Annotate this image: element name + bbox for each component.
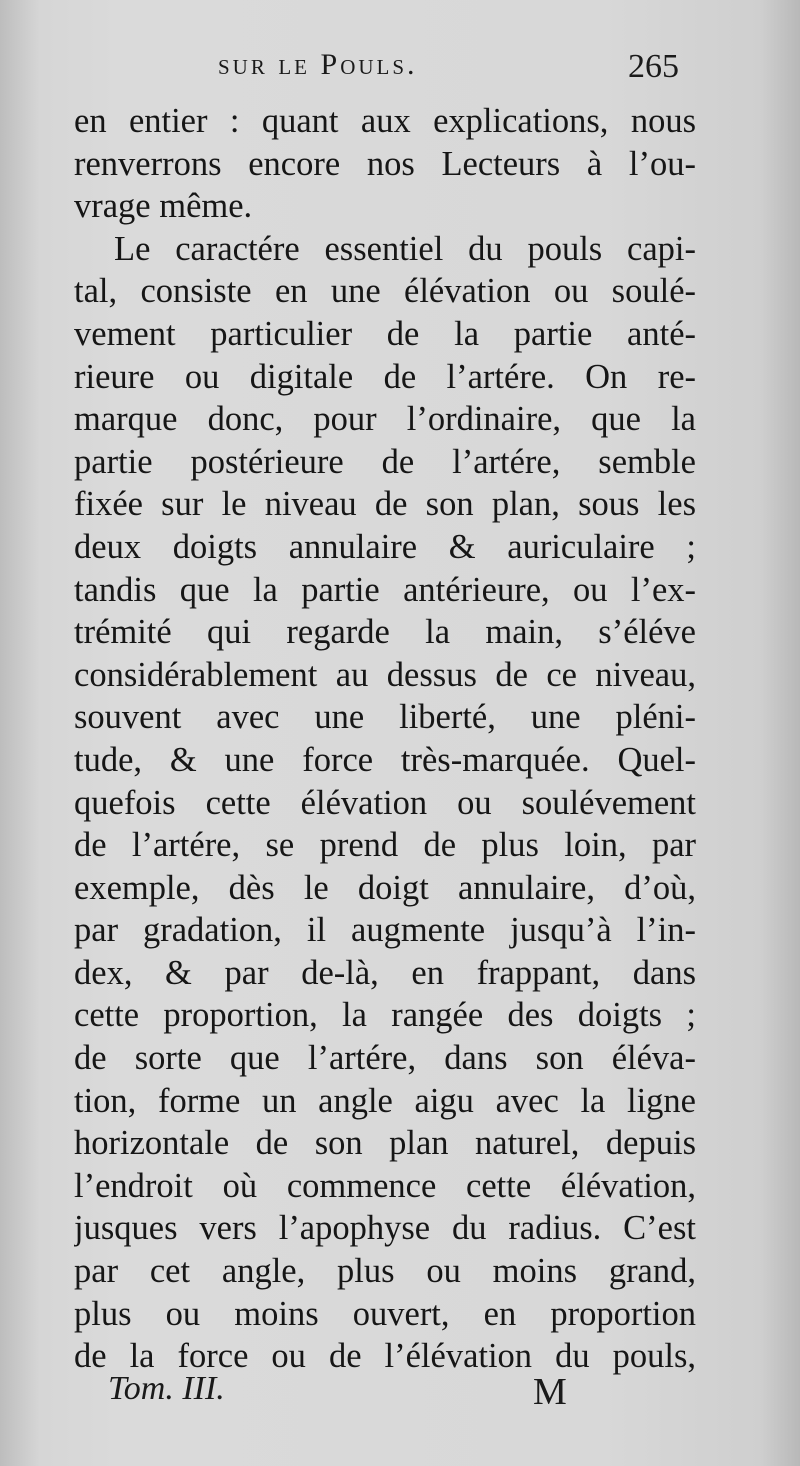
text-line: tal, consiste en une élévation ou soulé- (74, 272, 696, 311)
text-line: deux doigts annulaire & auriculaire ; (74, 527, 696, 566)
text-line: exemple, dès le doigt annulaire, d’où, (74, 868, 696, 907)
running-title: sur le Pouls. (218, 48, 418, 81)
text-line: souvent avec une liberté, une pléni- (74, 698, 696, 737)
gathering-signature: M (533, 1371, 567, 1413)
text-line: tandis que la partie antérieure, ou l’ex- (74, 570, 696, 609)
text-line: par cet angle, plus ou moins grand, (74, 1252, 696, 1291)
text-line: rieure ou digitale de l’artére. On re- (74, 357, 696, 396)
text-line: marque donc, pour l’ordinaire, que la (74, 400, 696, 439)
text-line: dex, & par de-là, en frappant, dans (74, 953, 696, 992)
text-line: vement particulier de la partie anté- (74, 314, 696, 353)
running-head (0, 48, 800, 98)
text-line: fixée sur le niveau de son plan, sous les (74, 485, 696, 524)
text-line: de la force ou de l’élévation du pouls, (74, 1337, 696, 1376)
text-line: considérablement au dessus de ce niveau, (74, 655, 696, 694)
page-number: 265 (628, 48, 679, 85)
text-line: de l’artére, se prend de plus loin, par (74, 826, 696, 865)
text-line: renverrons encore nos Lecteurs à l’ou- (74, 144, 696, 183)
text-line: plus ou moins ouvert, en proportion (74, 1294, 696, 1333)
page-footer (0, 1370, 800, 1420)
text-line: en entier : quant aux explications, nous (74, 102, 696, 140)
paragraph-start-line: Le caractére essentiel du pouls capi- (114, 229, 696, 268)
body-text (74, 100, 696, 1378)
text-line: par gradation, il augmente jusqu’à l’in- (74, 911, 696, 950)
text-line: vrage même. (74, 187, 253, 226)
text-line: de sorte que l’artére, dans son éléva- (74, 1039, 696, 1078)
text-line: partie postérieure de l’artére, semble (74, 442, 696, 481)
text-line: trémité qui regarde la main, s’éléve (74, 613, 696, 652)
text-line: jusques vers l’apophyse du radius. C’est (74, 1209, 696, 1248)
text-line: l’endroit où commence cette élévation, (74, 1166, 696, 1205)
text-line: cette proportion, la rangée des doigts ; (74, 996, 696, 1035)
volume-signature: Tom. III. (108, 1370, 225, 1407)
text-line: horizontale de son plan naturel, depuis (74, 1124, 696, 1163)
text-line: tude, & une force très-marquée. Quel- (74, 740, 696, 779)
text-line: tion, forme un angle aigu avec la ligne (74, 1081, 696, 1120)
text-line: quefois cette élévation ou soulévement (74, 783, 696, 822)
